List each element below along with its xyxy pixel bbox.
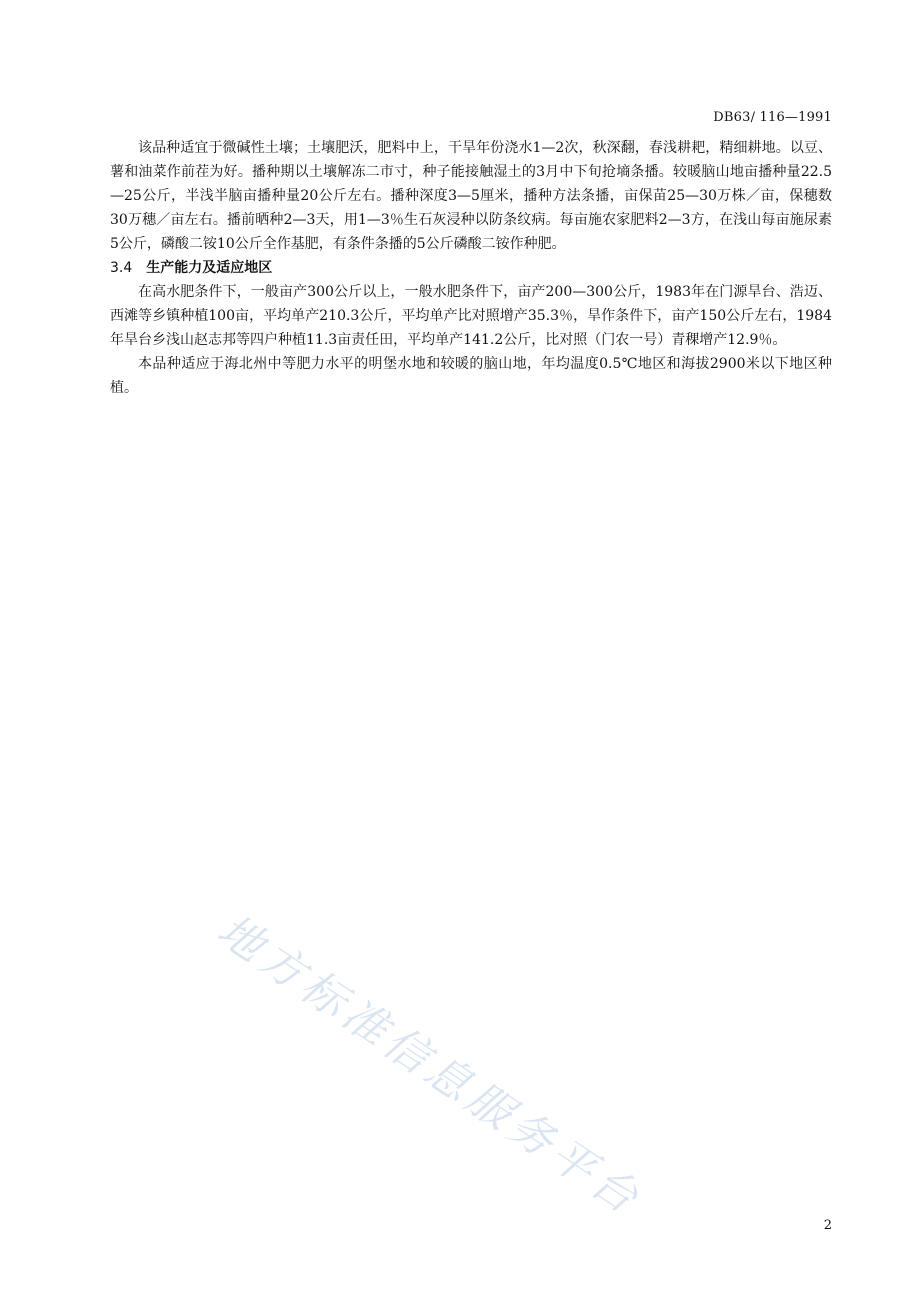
- section-title: 生产能力及适应地区: [146, 260, 273, 276]
- document-body: [110, 136, 832, 400]
- watermark: 地方标准信息服务平台: [208, 904, 652, 1227]
- paragraph-cultivation: 该品种适宜于微碱性土壤；土壤肥沃，肥料中上，干旱年份浇水1—2次，秋深翻，春浅耕耙，精细耕地。以豆、薯和油菜作前茬为好。播种期以土壤解冻二市寸，种子能接触湿土的3月中下旬抢墒条播。较暖脑山地亩播种量22.5—25公斤，半浅半脑亩播种量20公斤左右。播种深度3—5厘米，播种方法条播，亩保苗25—30万株／亩，保穗数30万穗／亩左右。播前晒种2—3天，用1—3％生石灰浸种以防条纹病。每亩施农家肥料2—3方，在浅山每亩施尿素5公斤，磷酸二铵10公斤全作基肥，有条件条播的5公斤磷酸二铵作种肥。: [110, 140, 832, 252]
- section-number: 3.4: [110, 260, 133, 276]
- paragraph-region: 本品种适应于海北州中等肥力水平的明堡水地和较暖的脑山地，年均温度0.5℃地区和海拔2900米以下地区种植。: [110, 356, 832, 396]
- paragraph-yield: 在高水肥条件下，一般亩产300公斤以上，一般水肥条件下，亩产200—300公斤，1983年在门源旱台、浩迈、西滩等乡镇种植100亩，平均单产210.3公斤，平均单产比对照增产35.3％，旱作条件下，亩产150公斤左右，1984年旱台乡浅山赵志邦等四户种植11.3亩责任田，平均单产141.2公斤，比对照（门农一号）青稞增产12.9％。: [110, 284, 832, 348]
- document-code: DB63/ 116—1991: [713, 110, 832, 125]
- section-heading: [110, 256, 832, 280]
- page-number: 2: [823, 1218, 832, 1233]
